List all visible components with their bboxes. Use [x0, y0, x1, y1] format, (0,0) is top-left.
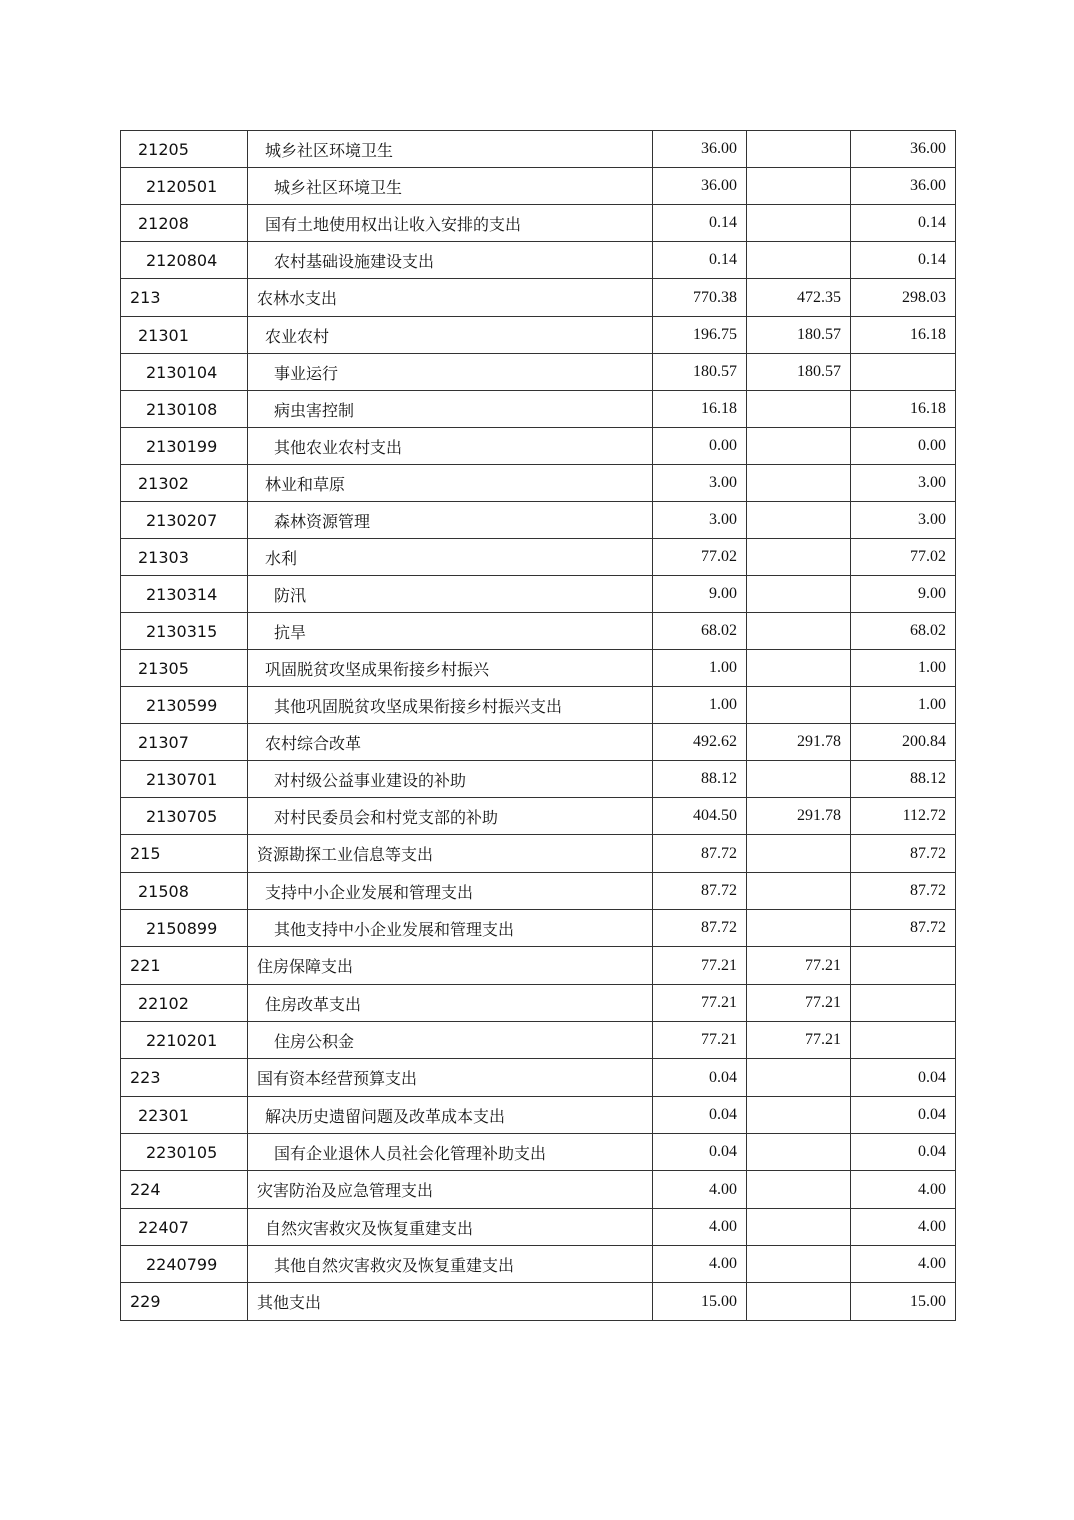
- project-expenditure-cell: 4.00: [851, 1171, 956, 1209]
- project-expenditure-cell: 0.04: [851, 1059, 956, 1097]
- project-expenditure-cell: 4.00: [851, 1246, 956, 1283]
- subject-name-cell: 事业运行: [248, 354, 653, 391]
- subject-code-cell: 21205: [121, 131, 248, 168]
- subject-name-cell: 自然灾害救灾及恢复重建支出: [248, 1209, 653, 1246]
- table-row: [121, 317, 956, 354]
- total-amount-cell: 68.02: [653, 613, 747, 650]
- subject-name-cell: 支持中小企业发展和管理支出: [248, 873, 653, 910]
- budget-expenditure-table: [120, 130, 956, 1321]
- total-amount-cell: 1.00: [653, 687, 747, 724]
- total-amount-cell: 36.00: [653, 131, 747, 168]
- subject-name-cell: 住房改革支出: [248, 985, 653, 1022]
- subject-code-cell: 2210201: [121, 1022, 248, 1059]
- project-expenditure-cell: [851, 354, 956, 391]
- subject-name-cell: 城乡社区环境卫生: [248, 131, 653, 168]
- basic-expenditure-cell: [747, 1134, 851, 1171]
- total-amount-cell: 196.75: [653, 317, 747, 354]
- subject-name-cell: 其他支持中小企业发展和管理支出: [248, 910, 653, 947]
- subject-name-cell: 林业和草原: [248, 465, 653, 502]
- project-expenditure-cell: [851, 985, 956, 1022]
- table-row: [121, 910, 956, 947]
- total-amount-cell: 0.14: [653, 242, 747, 279]
- basic-expenditure-cell: 180.57: [747, 354, 851, 391]
- basic-expenditure-cell: 472.35: [747, 279, 851, 317]
- subject-code-cell: 2240799: [121, 1246, 248, 1283]
- total-amount-cell: 492.62: [653, 724, 747, 761]
- subject-code-cell: 229: [121, 1283, 248, 1321]
- total-amount-cell: 3.00: [653, 465, 747, 502]
- project-expenditure-cell: 112.72: [851, 798, 956, 835]
- total-amount-cell: 0.04: [653, 1134, 747, 1171]
- subject-name-cell: 国有企业退休人员社会化管理补助支出: [248, 1134, 653, 1171]
- total-amount-cell: 77.02: [653, 539, 747, 576]
- subject-name-cell: 农村基础设施建设支出: [248, 242, 653, 279]
- total-amount-cell: 0.04: [653, 1059, 747, 1097]
- total-amount-cell: 88.12: [653, 761, 747, 798]
- total-amount-cell: 4.00: [653, 1171, 747, 1209]
- basic-expenditure-cell: [747, 910, 851, 947]
- basic-expenditure-cell: [747, 502, 851, 539]
- basic-expenditure-cell: [747, 242, 851, 279]
- subject-name-cell: 防汛: [248, 576, 653, 613]
- subject-code-cell: 21303: [121, 539, 248, 576]
- table-row: [121, 1097, 956, 1134]
- subject-code-cell: 2130701: [121, 761, 248, 798]
- subject-code-cell: 215: [121, 835, 248, 873]
- basic-expenditure-cell: 291.78: [747, 724, 851, 761]
- total-amount-cell: 36.00: [653, 168, 747, 205]
- table-row: [121, 391, 956, 428]
- total-amount-cell: 77.21: [653, 1022, 747, 1059]
- basic-expenditure-cell: 291.78: [747, 798, 851, 835]
- subject-code-cell: 2130108: [121, 391, 248, 428]
- subject-code-cell: 224: [121, 1171, 248, 1209]
- subject-code-cell: 2130104: [121, 354, 248, 391]
- basic-expenditure-cell: [747, 687, 851, 724]
- table-row: [121, 502, 956, 539]
- table-row: [121, 354, 956, 391]
- table-row: [121, 985, 956, 1022]
- subject-code-cell: 21302: [121, 465, 248, 502]
- project-expenditure-cell: 3.00: [851, 465, 956, 502]
- project-expenditure-cell: 0.00: [851, 428, 956, 465]
- basic-expenditure-cell: [747, 465, 851, 502]
- subject-name-cell: 城乡社区环境卫生: [248, 168, 653, 205]
- subject-code-cell: 2130207: [121, 502, 248, 539]
- basic-expenditure-cell: 77.21: [747, 947, 851, 985]
- table-row: [121, 539, 956, 576]
- table-row: [121, 205, 956, 242]
- subject-name-cell: 其他自然灾害救灾及恢复重建支出: [248, 1246, 653, 1283]
- subject-name-cell: 抗旱: [248, 613, 653, 650]
- basic-expenditure-cell: 77.21: [747, 985, 851, 1022]
- table-row: [121, 131, 956, 168]
- subject-name-cell: 住房公积金: [248, 1022, 653, 1059]
- subject-name-cell: 资源勘探工业信息等支出: [248, 835, 653, 873]
- basic-expenditure-cell: [747, 539, 851, 576]
- subject-name-cell: 巩固脱贫攻坚成果衔接乡村振兴: [248, 650, 653, 687]
- basic-expenditure-cell: 77.21: [747, 1022, 851, 1059]
- table-row: [121, 798, 956, 835]
- subject-code-cell: 21508: [121, 873, 248, 910]
- basic-expenditure-cell: [747, 1283, 851, 1321]
- total-amount-cell: 87.72: [653, 910, 747, 947]
- basic-expenditure-cell: [747, 1209, 851, 1246]
- total-amount-cell: 0.14: [653, 205, 747, 242]
- total-amount-cell: 16.18: [653, 391, 747, 428]
- project-expenditure-cell: 4.00: [851, 1209, 956, 1246]
- project-expenditure-cell: 36.00: [851, 168, 956, 205]
- total-amount-cell: 4.00: [653, 1246, 747, 1283]
- project-expenditure-cell: 87.72: [851, 873, 956, 910]
- total-amount-cell: 87.72: [653, 873, 747, 910]
- subject-name-cell: 农业农村: [248, 317, 653, 354]
- table-row: [121, 650, 956, 687]
- project-expenditure-cell: [851, 1022, 956, 1059]
- subject-name-cell: 农村综合改革: [248, 724, 653, 761]
- subject-name-cell: 解决历史遗留问题及改革成本支出: [248, 1097, 653, 1134]
- project-expenditure-cell: 36.00: [851, 131, 956, 168]
- total-amount-cell: 77.21: [653, 947, 747, 985]
- basic-expenditure-cell: [747, 576, 851, 613]
- basic-expenditure-cell: 180.57: [747, 317, 851, 354]
- subject-name-cell: 住房保障支出: [248, 947, 653, 985]
- table-body: [121, 131, 956, 1321]
- project-expenditure-cell: 0.14: [851, 205, 956, 242]
- basic-expenditure-cell: [747, 168, 851, 205]
- project-expenditure-cell: 77.02: [851, 539, 956, 576]
- project-expenditure-cell: 16.18: [851, 391, 956, 428]
- basic-expenditure-cell: [747, 1246, 851, 1283]
- table-row: [121, 1059, 956, 1097]
- table-row: [121, 1209, 956, 1246]
- subject-code-cell: 2120501: [121, 168, 248, 205]
- project-expenditure-cell: 15.00: [851, 1283, 956, 1321]
- table-row: [121, 613, 956, 650]
- table-row: [121, 279, 956, 317]
- subject-code-cell: 21208: [121, 205, 248, 242]
- basic-expenditure-cell: [747, 428, 851, 465]
- table-row: [121, 465, 956, 502]
- project-expenditure-cell: 88.12: [851, 761, 956, 798]
- subject-code-cell: 22301: [121, 1097, 248, 1134]
- project-expenditure-cell: 87.72: [851, 910, 956, 947]
- table-row: [121, 1022, 956, 1059]
- subject-name-cell: 对村级公益事业建设的补助: [248, 761, 653, 798]
- project-expenditure-cell: 3.00: [851, 502, 956, 539]
- subject-code-cell: 221: [121, 947, 248, 985]
- subject-code-cell: 22407: [121, 1209, 248, 1246]
- subject-code-cell: 223: [121, 1059, 248, 1097]
- basic-expenditure-cell: [747, 613, 851, 650]
- total-amount-cell: 4.00: [653, 1209, 747, 1246]
- project-expenditure-cell: 68.02: [851, 613, 956, 650]
- table-row: [121, 873, 956, 910]
- table-row: [121, 242, 956, 279]
- table-row: [121, 168, 956, 205]
- project-expenditure-cell: 298.03: [851, 279, 956, 317]
- total-amount-cell: 1.00: [653, 650, 747, 687]
- basic-expenditure-cell: [747, 1097, 851, 1134]
- table-row: [121, 576, 956, 613]
- total-amount-cell: 3.00: [653, 502, 747, 539]
- table-row: [121, 687, 956, 724]
- total-amount-cell: 770.38: [653, 279, 747, 317]
- subject-code-cell: 2130199: [121, 428, 248, 465]
- subject-code-cell: 2130314: [121, 576, 248, 613]
- project-expenditure-cell: 200.84: [851, 724, 956, 761]
- basic-expenditure-cell: [747, 205, 851, 242]
- subject-code-cell: 2230105: [121, 1134, 248, 1171]
- basic-expenditure-cell: [747, 873, 851, 910]
- subject-code-cell: 2150899: [121, 910, 248, 947]
- subject-code-cell: 21307: [121, 724, 248, 761]
- subject-code-cell: 2130599: [121, 687, 248, 724]
- subject-name-cell: 其他支出: [248, 1283, 653, 1321]
- total-amount-cell: 404.50: [653, 798, 747, 835]
- project-expenditure-cell: 0.04: [851, 1097, 956, 1134]
- project-expenditure-cell: 0.04: [851, 1134, 956, 1171]
- subject-name-cell: 其他农业农村支出: [248, 428, 653, 465]
- basic-expenditure-cell: [747, 1171, 851, 1209]
- table-row: [121, 1134, 956, 1171]
- subject-name-cell: 灾害防治及应急管理支出: [248, 1171, 653, 1209]
- subject-code-cell: 21301: [121, 317, 248, 354]
- subject-name-cell: 国有资本经营预算支出: [248, 1059, 653, 1097]
- project-expenditure-cell: [851, 947, 956, 985]
- subject-name-cell: 病虫害控制: [248, 391, 653, 428]
- total-amount-cell: 9.00: [653, 576, 747, 613]
- table-row: [121, 835, 956, 873]
- basic-expenditure-cell: [747, 835, 851, 873]
- table-row: [121, 428, 956, 465]
- subject-name-cell: 农林水支出: [248, 279, 653, 317]
- project-expenditure-cell: 9.00: [851, 576, 956, 613]
- subject-code-cell: 2130705: [121, 798, 248, 835]
- total-amount-cell: 0.04: [653, 1097, 747, 1134]
- project-expenditure-cell: 16.18: [851, 317, 956, 354]
- subject-name-cell: 对村民委员会和村党支部的补助: [248, 798, 653, 835]
- table-row: [121, 1171, 956, 1209]
- subject-code-cell: 22102: [121, 985, 248, 1022]
- total-amount-cell: 77.21: [653, 985, 747, 1022]
- project-expenditure-cell: 0.14: [851, 242, 956, 279]
- table-row: [121, 761, 956, 798]
- subject-name-cell: 其他巩固脱贫攻坚成果衔接乡村振兴支出: [248, 687, 653, 724]
- subject-code-cell: 2130315: [121, 613, 248, 650]
- basic-expenditure-cell: [747, 131, 851, 168]
- total-amount-cell: 180.57: [653, 354, 747, 391]
- subject-name-cell: 森林资源管理: [248, 502, 653, 539]
- subject-code-cell: 21305: [121, 650, 248, 687]
- table-row: [121, 724, 956, 761]
- basic-expenditure-cell: [747, 391, 851, 428]
- table-row: [121, 1283, 956, 1321]
- project-expenditure-cell: 87.72: [851, 835, 956, 873]
- table-row: [121, 947, 956, 985]
- subject-name-cell: 国有土地使用权出让收入安排的支出: [248, 205, 653, 242]
- total-amount-cell: 87.72: [653, 835, 747, 873]
- project-expenditure-cell: 1.00: [851, 687, 956, 724]
- total-amount-cell: 15.00: [653, 1283, 747, 1321]
- basic-expenditure-cell: [747, 650, 851, 687]
- basic-expenditure-cell: [747, 761, 851, 798]
- project-expenditure-cell: 1.00: [851, 650, 956, 687]
- basic-expenditure-cell: [747, 1059, 851, 1097]
- subject-code-cell: 2120804: [121, 242, 248, 279]
- subject-code-cell: 213: [121, 279, 248, 317]
- table-row: [121, 1246, 956, 1283]
- subject-name-cell: 水利: [248, 539, 653, 576]
- total-amount-cell: 0.00: [653, 428, 747, 465]
